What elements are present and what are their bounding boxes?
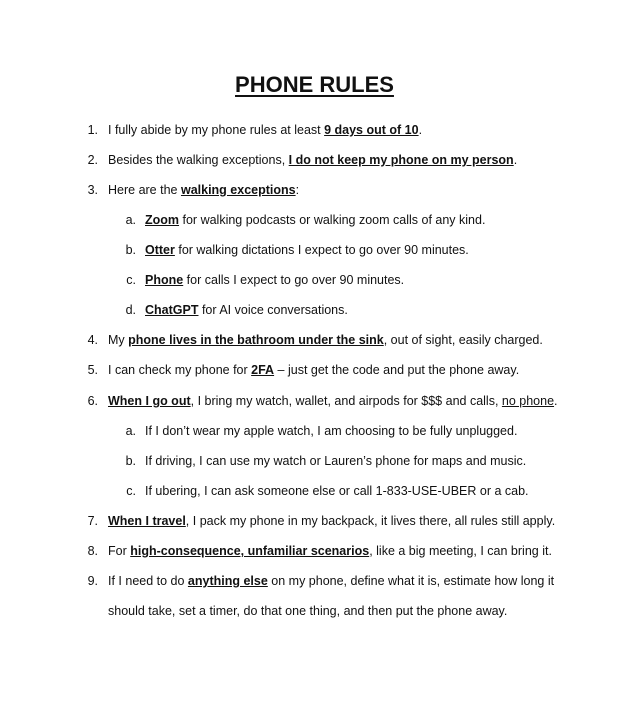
- list-marker: 1.: [87, 123, 98, 137]
- rule-text: I fully abide by my phone rules at least 9 days out of 10.: [108, 123, 423, 137]
- list-marker: b.: [125, 454, 136, 468]
- rule-text: should take, set a timer, do that one thing, and then put the phone away.: [108, 604, 508, 618]
- rule-text: Zoom for walking podcasts or walking zoom calls of any kind.: [145, 213, 486, 227]
- list-marker: 6.: [87, 394, 98, 408]
- rule-text: When I go out, I bring my watch, wallet, and airpods for $$$ and calls, no phone.: [108, 394, 558, 408]
- list-marker: 5.: [87, 363, 98, 377]
- list-marker: 8.: [87, 544, 98, 558]
- list-marker: b.: [125, 243, 136, 257]
- rule-text: If I don’t wear my apple watch, I am choosing to be fully unplugged.: [145, 424, 518, 438]
- list-marker: a.: [125, 424, 136, 438]
- page-title: PHONE RULES: [235, 72, 394, 97]
- list-marker: d.: [125, 303, 136, 317]
- list-marker: 3.: [87, 183, 98, 197]
- rule-text: ChatGPT for AI voice conversations.: [145, 303, 348, 317]
- list-marker: a.: [125, 213, 136, 227]
- rule-text: If ubering, I can ask someone else or call 1-833-USE-UBER or a cab.: [145, 484, 529, 498]
- list-marker: 7.: [87, 514, 98, 528]
- rule-text: I can check my phone for 2FA – just get the code and put the phone away.: [108, 363, 520, 377]
- rule-text: Here are the walking exceptions:: [108, 183, 300, 197]
- rule-text: My phone lives in the bathroom under the sink, out of sight, easily charged.: [108, 333, 543, 347]
- rule-text: If I need to do anything else on my phone, define what it is, estimate how long it: [108, 574, 555, 588]
- list-marker: 9.: [87, 574, 98, 588]
- list-marker: 2.: [87, 153, 98, 167]
- list-marker: c.: [126, 484, 136, 498]
- rule-text: Besides the walking exceptions, I do not keep my phone on my person.: [108, 153, 518, 167]
- rule-text: Otter for walking dictations I expect to go over 90 minutes.: [145, 243, 469, 257]
- rule-text: When I travel, I pack my phone in my backpack, it lives there, all rules still apply.: [108, 514, 556, 528]
- rule-text: If driving, I can use my watch or Lauren’s phone for maps and music.: [145, 454, 527, 468]
- rule-text: Phone for calls I expect to go over 90 minutes.: [145, 273, 405, 287]
- list-marker: 4.: [87, 333, 98, 347]
- list-marker: c.: [126, 273, 136, 287]
- rule-text: For high-consequence, unfamiliar scenarios, like a big meeting, I can bring it.: [108, 544, 552, 558]
